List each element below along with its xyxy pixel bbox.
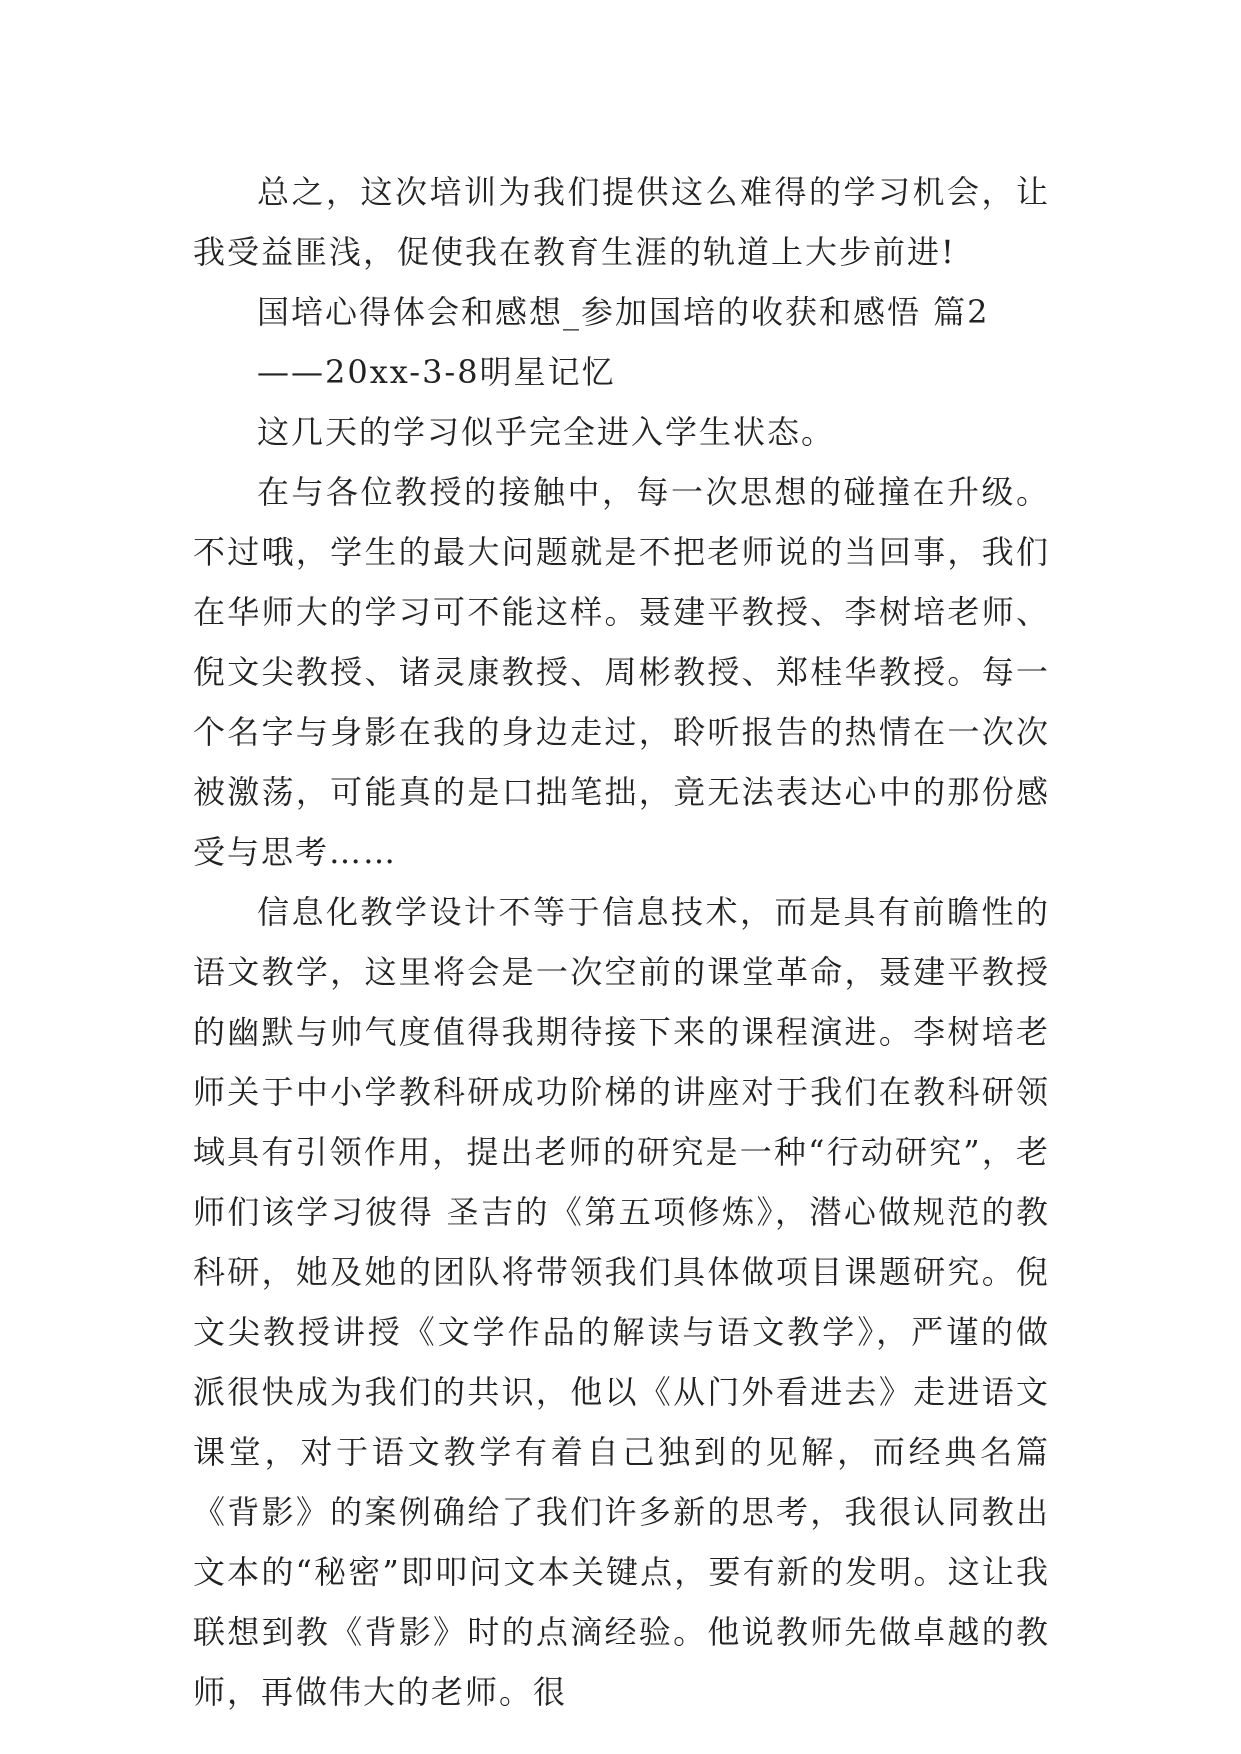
paragraph-conclusion: 总之，这次培训为我们提供这么难得的学习机会，让我受益匪浅，促使我在教育生涯的轨道上大步前进! [193, 173, 1050, 271]
paragraph-intro: 这几天的学习似乎完全进入学生状态。 [257, 413, 836, 451]
section-heading: 国培心得体会和感想_参加国培的收获和感悟 篇2 [257, 293, 990, 331]
dateline: ——20xx-3-8明星记忆 [257, 353, 616, 391]
paragraph-professors: 在与各位教授的接触中，每一次思想的碰撞在升级。不过哦，学生的最大问题就是不把老师说的当回事，我们在华师大的学习可不能这样。聂建平教授、李树培老师、倪文尖教授、诸灵康教授、周彬教授、郑桂华教授。每一个名字与身影在我的身边走过，聆听报告的热情在一次次被激荡，可能真的是口拙笔拙，竟无法表达心中的那份感受与思考…… [193, 473, 1050, 871]
paragraph-teaching-design: 信息化教学设计不等于信息技术，而是具有前瞻性的语文教学，这里将会是一次空前的课堂革命，聂建平教授的幽默与帅气度值得我期待接下来的课程演进。李树培老师关于中小学教科研成功阶梯的讲座对于我们在教科研领域具有引领作用，提出老师的研究是一种“行动研究”，老师们该学习彼得 圣吉的《第五项修炼》，潜心做规范的教科研，她及她的团队将带领我们具体做项目课题研究。倪文尖教授讲授《文学作品的解读与语文教学》，严谨的做派很快成为我们的共识，他以《从门外看进去》走进语文课堂，对于语文教学有着自己独到的见解，而经典名篇《背影》的案例确给了我们许多新的思考，我很认同教出文本的“秘密”即叩问文本关键点，要有新的发明。这让我联想到教《背影》时的点滴经验。他说教师先做卓越的教师，再做伟大的老师。很 [193, 893, 1050, 1711]
document-body [193, 162, 1050, 1722]
